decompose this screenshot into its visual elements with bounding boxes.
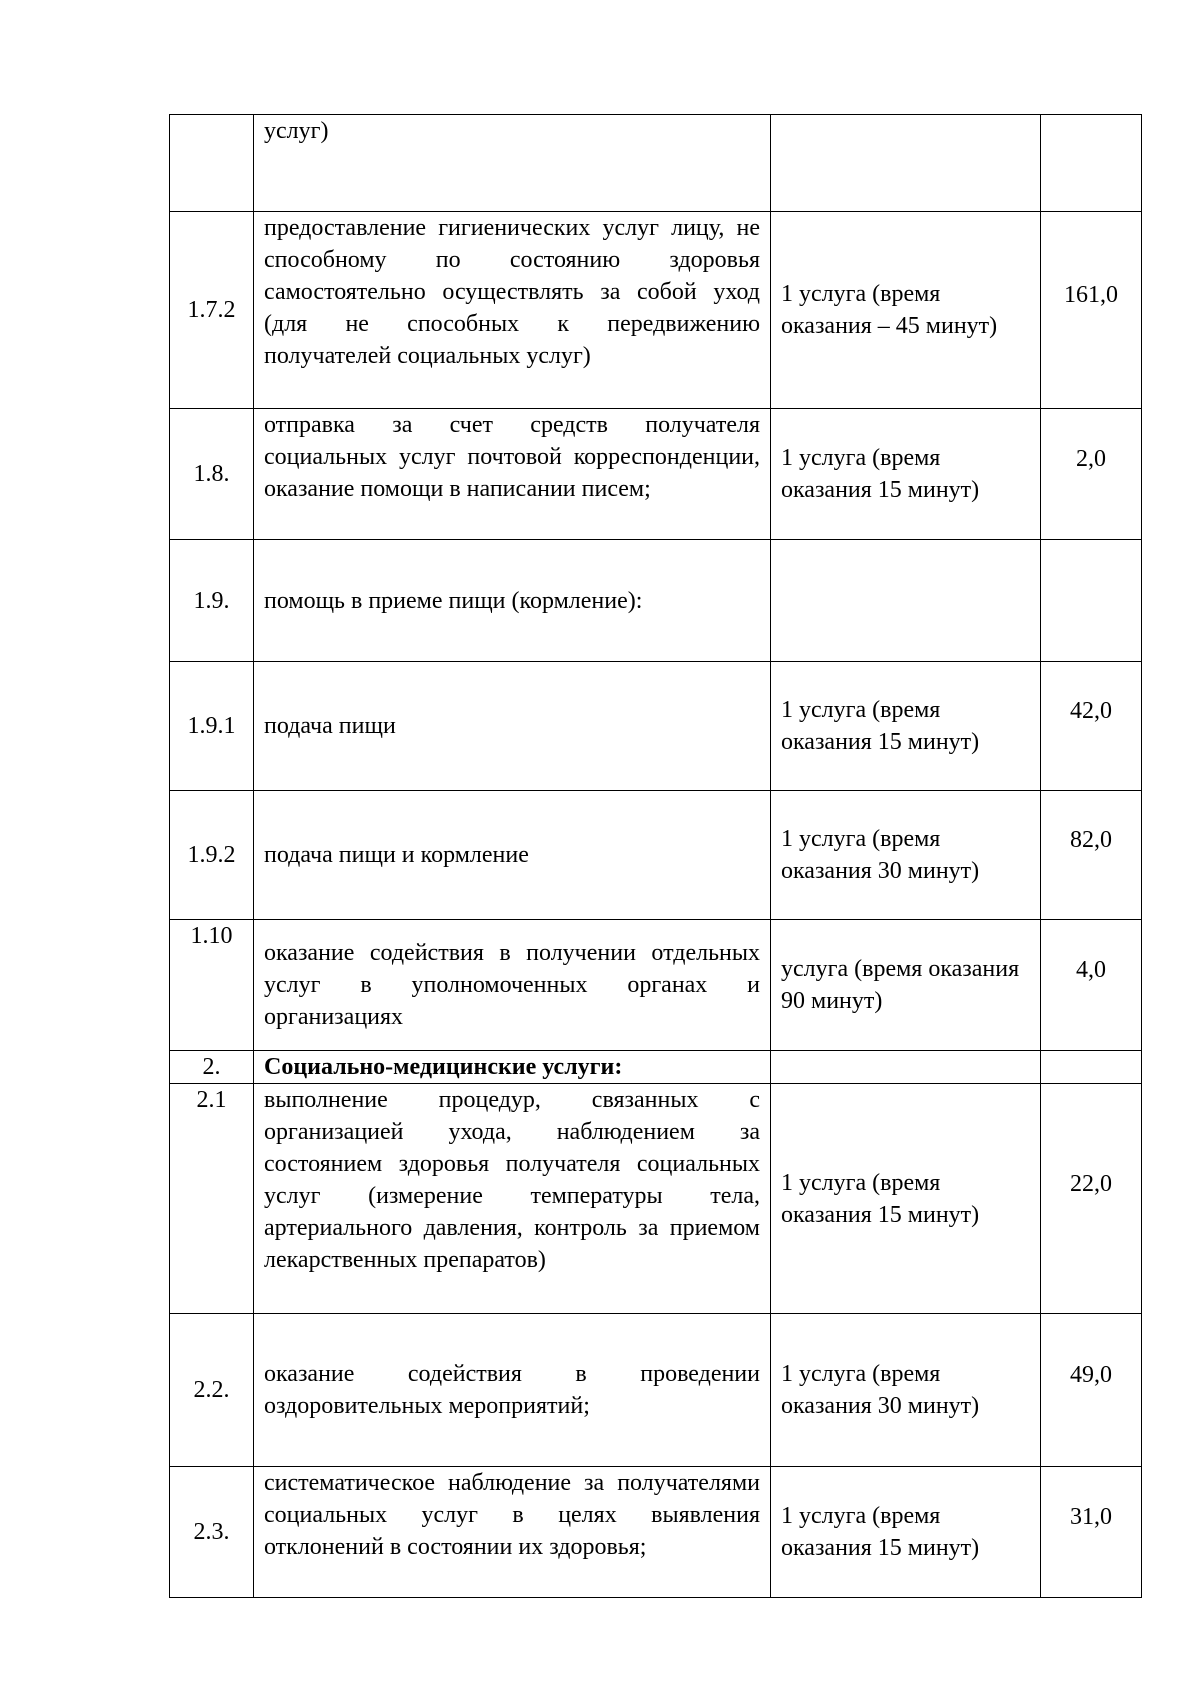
row-number: 1.10 bbox=[170, 920, 254, 1051]
row-number: 1.9.1 bbox=[170, 662, 254, 791]
service-price: 49,0 bbox=[1041, 1314, 1142, 1467]
service-price bbox=[1041, 540, 1142, 662]
service-name: услуг) bbox=[254, 115, 771, 212]
service-price: 42,0 bbox=[1041, 662, 1142, 791]
service-price bbox=[1041, 1051, 1142, 1084]
row-number: 2.1 bbox=[170, 1084, 254, 1314]
service-unit: 1 услуга (время оказания 30 минут) bbox=[771, 791, 1041, 920]
service-unit bbox=[771, 1051, 1041, 1084]
row-number: 1.9.2 bbox=[170, 791, 254, 920]
service-name: отправка за счет средств получателя социальных услуг почтовой корреспонденции, оказание помощи в написании писем; bbox=[254, 409, 771, 540]
row-number: 2.3. bbox=[170, 1467, 254, 1598]
table-row bbox=[170, 662, 1142, 791]
service-price: 82,0 bbox=[1041, 791, 1142, 920]
service-name: подача пищи и кормление bbox=[254, 791, 771, 920]
document-page bbox=[169, 114, 1141, 1598]
services-table bbox=[169, 114, 1142, 1598]
table-row bbox=[170, 791, 1142, 920]
service-unit: 1 услуга (время оказания – 45 минут) bbox=[771, 212, 1041, 409]
row-number: 1.8. bbox=[170, 409, 254, 540]
table-row bbox=[170, 409, 1142, 540]
service-unit: 1 услуга (время оказания 15 минут) bbox=[771, 1084, 1041, 1314]
table-row bbox=[170, 1314, 1142, 1467]
service-name: предоставление гигиенических услуг лицу, не способному по состоянию здоровья самостоятельно осуществлять за собой уход (для не способных к передвижению получателей социальных услуг) bbox=[254, 212, 771, 409]
table-row bbox=[170, 920, 1142, 1051]
section-title: Социально-медицинские услуги: bbox=[254, 1051, 771, 1084]
service-name: выполнение процедур, связанных с организацией ухода, наблюдением за состоянием здоровья получателя социальных услуг (измерение температуры тела, артериального давления, контроль за приемом лекарственных препаратов) bbox=[254, 1084, 771, 1314]
table-row bbox=[170, 1467, 1142, 1598]
row-number bbox=[170, 115, 254, 212]
service-unit: 1 услуга (время оказания 30 минут) bbox=[771, 1314, 1041, 1467]
service-price: 31,0 bbox=[1041, 1467, 1142, 1598]
table-row bbox=[170, 540, 1142, 662]
row-number: 1.9. bbox=[170, 540, 254, 662]
service-name: систематическое наблюдение за получателями социальных услуг в целях выявления отклонений в состоянии их здоровья; bbox=[254, 1467, 771, 1598]
service-unit: 1 услуга (время оказания 15 минут) bbox=[771, 409, 1041, 540]
service-name: оказание содействия в получении отдельных услуг в уполномоченных органах и организациях bbox=[254, 920, 771, 1051]
table-row bbox=[170, 1051, 1142, 1084]
service-name: помощь в приеме пищи (кормление): bbox=[254, 540, 771, 662]
service-unit: 1 услуга (время оказания 15 минут) bbox=[771, 1467, 1041, 1598]
service-unit bbox=[771, 115, 1041, 212]
service-price bbox=[1041, 115, 1142, 212]
service-price: 161,0 bbox=[1041, 212, 1142, 409]
row-number: 2.2. bbox=[170, 1314, 254, 1467]
service-unit bbox=[771, 540, 1041, 662]
row-number: 1.7.2 bbox=[170, 212, 254, 409]
service-name: оказание содействия в проведении оздоровительных мероприятий; bbox=[254, 1314, 771, 1467]
table-row bbox=[170, 115, 1142, 212]
service-price: 22,0 bbox=[1041, 1084, 1142, 1314]
service-unit: 1 услуга (время оказания 15 минут) bbox=[771, 662, 1041, 791]
table-row bbox=[170, 212, 1142, 409]
service-name: подача пищи bbox=[254, 662, 771, 791]
service-price: 2,0 bbox=[1041, 409, 1142, 540]
table-row bbox=[170, 1084, 1142, 1314]
service-unit: услуга (время оказания 90 минут) bbox=[771, 920, 1041, 1051]
service-price: 4,0 bbox=[1041, 920, 1142, 1051]
section-number: 2. bbox=[170, 1051, 254, 1084]
